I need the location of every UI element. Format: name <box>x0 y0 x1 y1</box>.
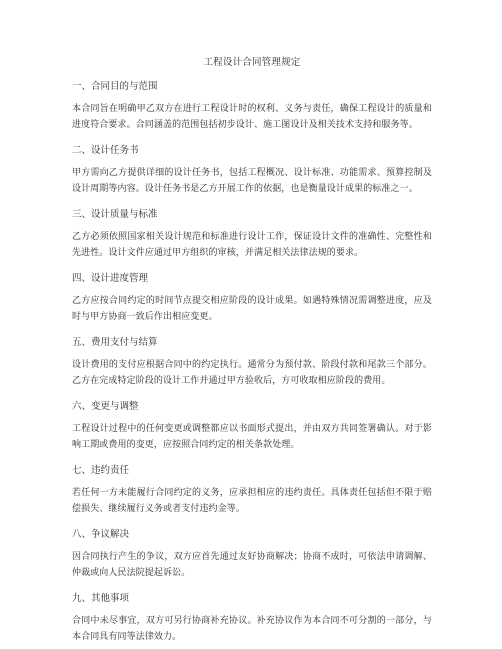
section-heading: 三、设计质量与标准 <box>72 209 158 220</box>
section-design-brief <box>72 144 432 197</box>
document-title: 工程设计合同管理规定 <box>203 57 301 68</box>
section-heading: 八、争议解决 <box>72 529 130 540</box>
section-purpose-scope <box>72 80 432 133</box>
section-body: 设计费用的支付应根据合同中的约定执行。通常分为预付款、阶段付款和尾款三个部分。乙方在完成特定阶段的设计工作并通过甲方验收后，方可收取相应阶段的费用。 <box>72 360 432 386</box>
section-heading: 九、其他事项 <box>72 593 130 604</box>
section-body: 乙方应按合同约定的时间节点提交相应阶段的设计成果。如遇特殊情况需调整进度，应及时与甲方协商一致后作出相应变更。 <box>72 296 432 322</box>
section-heading: 六、变更与调整 <box>72 401 139 412</box>
section-body: 若任何一方未能履行合同约定的义务，应承担相应的违约责任。具体责任包括但不限于赔偿损失、继续履行义务或者支付违约金等。 <box>72 488 432 514</box>
section-body: 合同中未尽事宜，双方可另行协商补充协议。补充协议作为本合同不可分割的一部分，与本合同具有同等法律效力。 <box>72 616 432 642</box>
section-schedule-management <box>72 272 432 325</box>
section-body: 因合同执行产生的争议，双方应首先通过友好协商解决；协商不成时，可依法申请调解、仲裁或向人民法院提起诉讼。 <box>72 552 432 578</box>
section-quality-standards <box>72 208 432 261</box>
section-heading: 五、费用支付与结算 <box>72 337 158 348</box>
section-changes-adjustments <box>72 400 432 453</box>
section-liability <box>72 464 432 517</box>
section-other-matters <box>72 592 432 645</box>
section-heading: 二、设计任务书 <box>72 145 139 156</box>
section-body: 工程设计过程中的任何变更或调整都应以书面形式提出，并由双方共同签署确认。对于影响工期或费用的变更，应按照合同约定的相关条款处理。 <box>72 424 432 450</box>
section-payment-settlement <box>72 336 432 389</box>
section-body: 乙方必须依照国家相关设计规范和标准进行设计工作，保证设计文件的准确性、完整性和先进性。设计文件应通过甲方组织的审核，并满足相关法律法规的要求。 <box>72 232 432 258</box>
section-body: 本合同旨在明确甲乙双方在进行工程设计时的权利、义务与责任，确保工程设计的质量和进度符合要求。合同涵盖的范围包括初步设计、施工图设计及相关技术支持和服务等。 <box>72 104 432 130</box>
section-body: 甲方需向乙方提供详细的设计任务书，包括工程概况、设计标准、功能需求、预算控制及设计周期等内容。设计任务书是乙方开展工作的依据，也是衡量设计成果的标准之一。 <box>72 168 432 194</box>
section-heading: 七、违约责任 <box>72 465 130 476</box>
section-heading: 一、合同目的与范围 <box>72 81 158 92</box>
section-heading: 四、设计进度管理 <box>72 273 149 284</box>
section-dispute-resolution <box>72 528 432 581</box>
